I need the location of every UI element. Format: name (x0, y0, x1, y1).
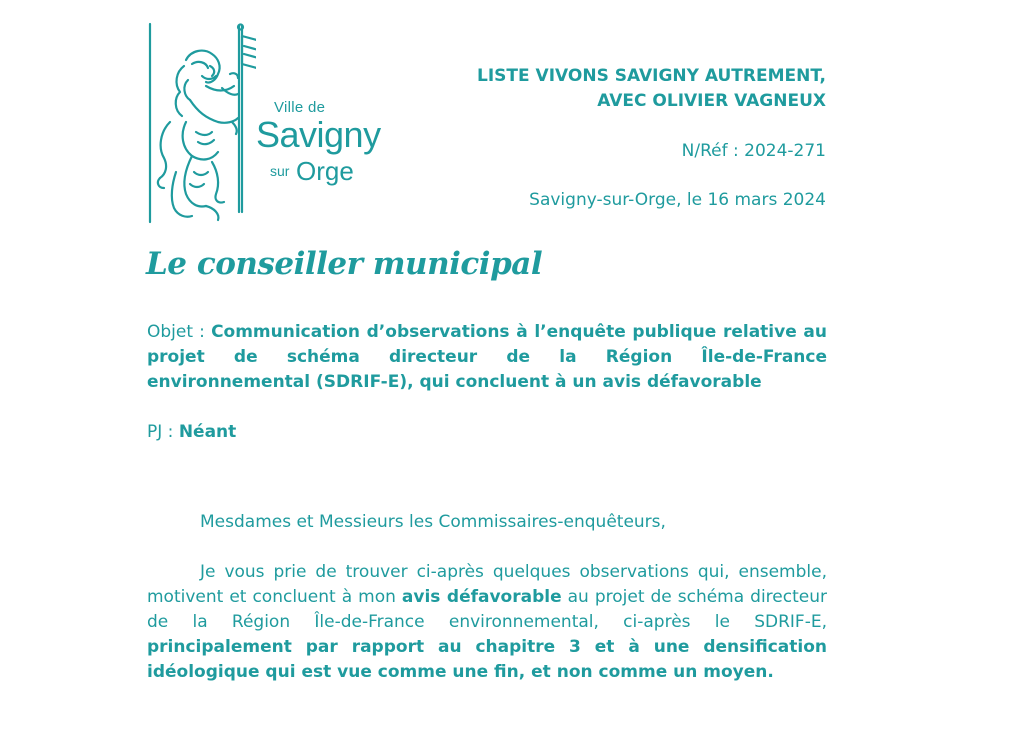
body-bold-2: principalement par rapport au chapitre 3 et à une densification idéologique qui est vue comme une fin, et non comme un moyen. (147, 637, 827, 682)
subject-text: Communication d’observations à l’enquête publique relative au projet de schéma directeur de la Région Île-de-France environnemental (SDRIF-E), qui concluent à un avis défavorable (147, 322, 827, 392)
attachments-value: Néant (178, 422, 237, 442)
greeting: Mesdames et Messieurs les Commissaires-enquêteurs, (200, 512, 666, 532)
logo-sur: sur (270, 163, 290, 179)
lion-banner-icon (146, 22, 256, 226)
attachments-label: PJ : (147, 422, 179, 442)
body-bold-1: avis défavorable (401, 587, 562, 607)
place-and-date: Savigny-sur-Orge, le 16 mars 2024 (529, 190, 826, 210)
logo-savigny: Savigny (256, 114, 381, 155)
attachments-line (147, 420, 827, 445)
body-paragraph-1 (147, 560, 827, 685)
logo-orge: Orge (296, 156, 354, 186)
city-logo (146, 22, 381, 226)
reference-number: N/Réf : 2024-271 (681, 141, 826, 161)
sender-line-2: AVEC OLIVIER VAGNEUX (597, 91, 826, 111)
body-text-2: au projet de schéma directeur de la Région Île-de-France environnemental, ci-après le SDRIF-E, (147, 587, 827, 632)
sender-line-1: LISTE VIVONS SAVIGNY AUTREMENT, (477, 66, 826, 86)
body-text-1: Je vous prie de trouver ci-après quelques observations qui, ensemble, motivent et concluent à mon (147, 562, 827, 607)
signature-title: Le conseiller municipal (146, 246, 543, 282)
subject-line (147, 320, 827, 395)
logo-ville-de: Ville de (274, 99, 326, 116)
subject-label: Objet : (147, 322, 212, 342)
